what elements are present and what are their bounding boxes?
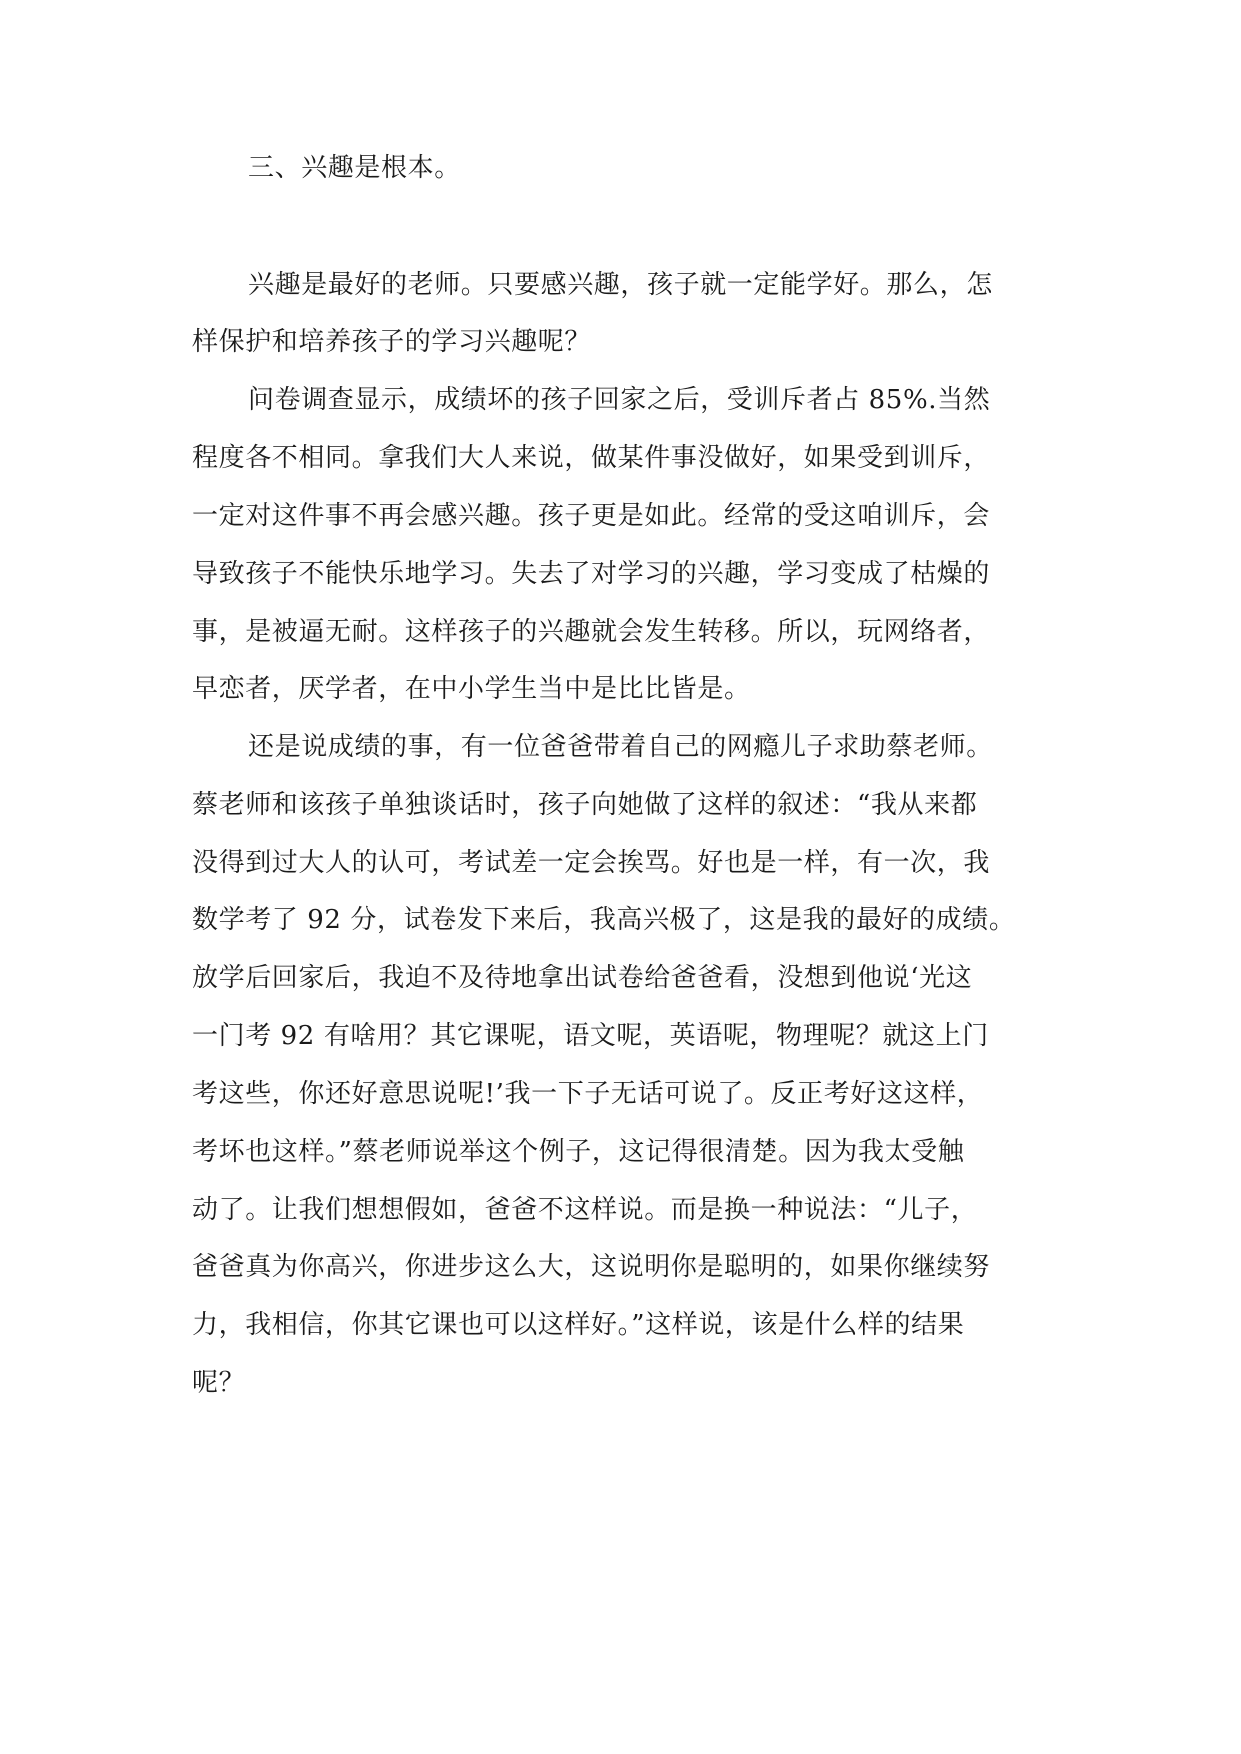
paragraph-line: 动了。让我们想想假如，爸爸不这样说。而是换一种说法：“儿子，: [192, 1195, 978, 1225]
paragraph-line: 考坏也这样。”蔡老师说举这个例子，这记得很清楚。因为我太受触: [192, 1137, 965, 1167]
paragraph-line: 导致孩子不能快乐地学习。失去了对学习的兴趣，学习变成了枯燥的: [192, 559, 991, 589]
paragraph-line: 问卷调查显示，成绩坏的孩子回家之后，受训斥者占 85%.当然: [248, 385, 991, 415]
paragraph-line: 没得到过大人的认可，考试差一定会挨骂。好也是一样，有一次，我: [192, 848, 991, 878]
paragraph-line: 放学后回家后，我迫不及待地拿出试卷给爸爸看，没想到他说‘光这: [192, 963, 973, 993]
paragraph-line: 蔡老师和该孩子单独谈话时，孩子向她做了这样的叙述：“我从来都: [192, 790, 978, 820]
paragraph-line: 呢？: [192, 1368, 246, 1398]
paragraph-line: 一定对这件事不再会感兴趣。孩子更是如此。经常的受这咱训斥，会: [192, 501, 991, 531]
paragraph-line: 数学考了 92 分，试卷发下来后，我高兴极了，这是我的最好的成绩。: [192, 905, 1016, 935]
paragraph-line: 事，是被逼无耐。这样孩子的兴趣就会发生转移。所以，玩网络者，: [192, 617, 991, 647]
paragraph-line: 爸爸真为你高兴，你进步这么大，这说明你是聪明的，如果你继续努: [192, 1252, 991, 1282]
paragraph-line: 程度各不相同。拿我们大人来说，做某件事没做好，如果受到训斥，: [192, 443, 991, 473]
paragraph-line: 兴趣是最好的老师。只要感兴趣，孩子就一定能学好。那么，怎: [248, 270, 993, 300]
paragraph-line: 考这些，你还好意思说呢!’我一下子无话可说了。反正考好这这样，: [192, 1079, 984, 1109]
paragraph-line: 早恋者，厌学者，在中小学生当中是比比皆是。: [192, 674, 751, 704]
paragraph-line: 一门考 92 有啥用？其它课呢，语文呢，英语呢，物理呢？就这上门: [192, 1021, 989, 1051]
paragraph-line: 样保护和培养孩子的学习兴趣呢？: [192, 327, 592, 357]
paragraph-line: 力，我相信，你其它课也可以这样好。”这样说，该是什么样的结果: [192, 1310, 965, 1340]
section-heading: 三、兴趣是根本。: [248, 153, 461, 183]
paragraph-line: 还是说成绩的事，有一位爸爸带着自己的网瘾儿子求助蔡老师。: [248, 732, 993, 762]
